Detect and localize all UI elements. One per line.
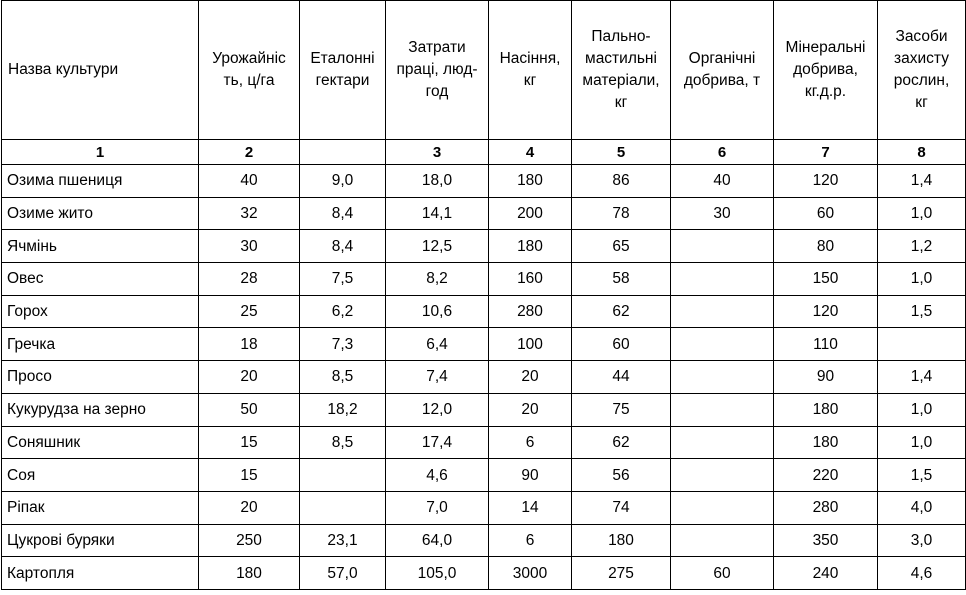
header-line: матеріали,: [582, 72, 660, 89]
cell-plant-protection: [878, 328, 966, 361]
cell-labor: 8,2: [386, 263, 489, 296]
cell-seeds: 200: [489, 197, 572, 230]
cell-yield: 28: [199, 263, 300, 296]
cell-fuel: 44: [572, 361, 671, 394]
cell-organic-fertilizer: 60: [671, 557, 774, 590]
cell-labor: 17,4: [386, 426, 489, 459]
header-line: ть, ц/га: [223, 72, 275, 89]
cell-crop-name: Овес: [2, 263, 199, 296]
table-row: [2, 263, 966, 296]
cell-crop-name: Цукрові буряки: [2, 524, 199, 557]
cell-organic-fertilizer: [671, 328, 774, 361]
cell-fuel: 78: [572, 197, 671, 230]
cell-organic-fertilizer: [671, 295, 774, 328]
header-line: кг.д.р.: [804, 83, 847, 100]
cell-mineral-fertilizer: 150: [774, 263, 878, 296]
cell-seeds: 3000: [489, 557, 572, 590]
column-number-row: [2, 140, 966, 165]
cell-mineral-fertilizer: 350: [774, 524, 878, 557]
column-number: 5: [572, 140, 671, 165]
header-line: кг: [523, 72, 537, 89]
cell-seeds: 160: [489, 263, 572, 296]
cell-plant-protection: 3,0: [878, 524, 966, 557]
cell-standard-hectares: 18,2: [300, 393, 386, 426]
cell-yield: 40: [199, 165, 300, 198]
table-row: [2, 426, 966, 459]
cell-plant-protection: 4,6: [878, 557, 966, 590]
cell-mineral-fertilizer: 120: [774, 295, 878, 328]
header-row: [2, 1, 966, 140]
header-line: добрива, т: [683, 72, 761, 89]
cell-yield: 32: [199, 197, 300, 230]
col-header-standard-hectares: [300, 1, 386, 140]
cell-plant-protection: 1,4: [878, 361, 966, 394]
column-number: 3: [386, 140, 489, 165]
cell-yield: 20: [199, 491, 300, 524]
column-number: 7: [774, 140, 878, 165]
cell-fuel: 75: [572, 393, 671, 426]
cell-plant-protection: 1,2: [878, 230, 966, 263]
cell-crop-name: Соняшник: [2, 426, 199, 459]
header-line: Назва культури: [8, 61, 119, 78]
cell-seeds: 20: [489, 393, 572, 426]
col-header-seeds: [489, 1, 572, 140]
cell-labor: 10,6: [386, 295, 489, 328]
header-line: год: [425, 83, 449, 100]
table-row: [2, 491, 966, 524]
cell-fuel: 65: [572, 230, 671, 263]
cell-organic-fertilizer: [671, 263, 774, 296]
header-line: Урожайніс: [212, 50, 286, 67]
cell-labor: 4,6: [386, 459, 489, 492]
table-row: [2, 557, 966, 590]
col-header-mineral-fertilizer: [774, 1, 878, 140]
column-number: 1: [2, 140, 199, 165]
cell-fuel: 180: [572, 524, 671, 557]
cell-seeds: 280: [489, 295, 572, 328]
cell-labor: 12,5: [386, 230, 489, 263]
cell-plant-protection: 1,0: [878, 263, 966, 296]
column-number: 8: [878, 140, 966, 165]
cell-organic-fertilizer: [671, 426, 774, 459]
cell-mineral-fertilizer: 180: [774, 426, 878, 459]
table-row: [2, 328, 966, 361]
header-line: праці, люд-: [396, 61, 478, 78]
cell-standard-hectares: 23,1: [300, 524, 386, 557]
header-line: Затрати: [408, 39, 466, 56]
column-number: 4: [489, 140, 572, 165]
cell-yield: 250: [199, 524, 300, 557]
cell-mineral-fertilizer: 240: [774, 557, 878, 590]
cell-organic-fertilizer: [671, 361, 774, 394]
header-line: Еталонні: [310, 50, 375, 67]
cell-fuel: 62: [572, 295, 671, 328]
cell-labor: 105,0: [386, 557, 489, 590]
cell-crop-name: Озиме жито: [2, 197, 199, 230]
cell-organic-fertilizer: 30: [671, 197, 774, 230]
cell-mineral-fertilizer: 80: [774, 230, 878, 263]
cell-fuel: 60: [572, 328, 671, 361]
cell-mineral-fertilizer: 220: [774, 459, 878, 492]
cell-seeds: 20: [489, 361, 572, 394]
cell-standard-hectares: [300, 491, 386, 524]
header-line: Мінеральні: [785, 39, 866, 56]
header-line: кг: [614, 94, 628, 111]
cell-organic-fertilizer: [671, 524, 774, 557]
cell-standard-hectares: 7,5: [300, 263, 386, 296]
cell-organic-fertilizer: [671, 230, 774, 263]
header-line: Засоби: [895, 28, 948, 45]
cell-standard-hectares: 7,3: [300, 328, 386, 361]
table-row: [2, 230, 966, 263]
table-row: [2, 361, 966, 394]
table-row: [2, 524, 966, 557]
cell-seeds: 180: [489, 230, 572, 263]
header-line: мастильні: [585, 50, 657, 67]
cell-yield: 50: [199, 393, 300, 426]
cell-standard-hectares: 8,5: [300, 361, 386, 394]
cell-crop-name: Кукурудза на зерно: [2, 393, 199, 426]
cell-mineral-fertilizer: 120: [774, 165, 878, 198]
col-header-organic-fertilizer: [671, 1, 774, 140]
cell-seeds: 90: [489, 459, 572, 492]
cell-mineral-fertilizer: 110: [774, 328, 878, 361]
col-header-labor: [386, 1, 489, 140]
cell-fuel: 74: [572, 491, 671, 524]
cell-seeds: 14: [489, 491, 572, 524]
header-line: добрива,: [793, 61, 858, 78]
cell-organic-fertilizer: [671, 393, 774, 426]
cell-crop-name: Ріпак: [2, 491, 199, 524]
cell-labor: 18,0: [386, 165, 489, 198]
column-number: 2: [199, 140, 300, 165]
cell-standard-hectares: 8,4: [300, 197, 386, 230]
header-line: рослин,: [893, 72, 950, 89]
cell-plant-protection: 4,0: [878, 491, 966, 524]
header-line: Органічні: [688, 50, 756, 67]
cell-standard-hectares: [300, 459, 386, 492]
header-line: гектари: [315, 72, 370, 89]
table-row: [2, 165, 966, 198]
cell-yield: 18: [199, 328, 300, 361]
cell-yield: 30: [199, 230, 300, 263]
cell-labor: 6,4: [386, 328, 489, 361]
header-line: Насіння,: [499, 50, 561, 67]
cell-fuel: 58: [572, 263, 671, 296]
table-row: [2, 197, 966, 230]
cell-fuel: 62: [572, 426, 671, 459]
header-line: Пально-: [591, 28, 651, 45]
cell-fuel: 275: [572, 557, 671, 590]
cell-yield: 180: [199, 557, 300, 590]
cell-labor: 14,1: [386, 197, 489, 230]
cell-standard-hectares: 6,2: [300, 295, 386, 328]
cell-standard-hectares: 8,4: [300, 230, 386, 263]
cell-plant-protection: 1,0: [878, 393, 966, 426]
cell-plant-protection: 1,0: [878, 197, 966, 230]
cell-mineral-fertilizer: 280: [774, 491, 878, 524]
cell-fuel: 86: [572, 165, 671, 198]
cell-organic-fertilizer: [671, 491, 774, 524]
header-line: захисту: [894, 50, 949, 67]
cell-seeds: 180: [489, 165, 572, 198]
crop-resource-table: [1, 0, 966, 590]
cell-seeds: 6: [489, 524, 572, 557]
table-row: [2, 459, 966, 492]
cell-labor: 7,0: [386, 491, 489, 524]
cell-mineral-fertilizer: 60: [774, 197, 878, 230]
table-row: [2, 393, 966, 426]
cell-mineral-fertilizer: 90: [774, 361, 878, 394]
cell-plant-protection: 1,4: [878, 165, 966, 198]
cell-organic-fertilizer: [671, 459, 774, 492]
col-header-crop-name: [2, 1, 199, 140]
cell-crop-name: Просо: [2, 361, 199, 394]
cell-plant-protection: 1,0: [878, 426, 966, 459]
col-header-yield: [199, 1, 300, 140]
cell-plant-protection: 1,5: [878, 295, 966, 328]
cell-crop-name: Горох: [2, 295, 199, 328]
col-header-plant-protection: [878, 1, 966, 140]
col-header-fuel: [572, 1, 671, 140]
cell-seeds: 6: [489, 426, 572, 459]
header-line: кг: [915, 94, 928, 111]
cell-crop-name: Гречка: [2, 328, 199, 361]
cell-crop-name: Ячмінь: [2, 230, 199, 263]
cell-standard-hectares: 57,0: [300, 557, 386, 590]
cell-labor: 64,0: [386, 524, 489, 557]
cell-fuel: 56: [572, 459, 671, 492]
cell-labor: 12,0: [386, 393, 489, 426]
column-number: [300, 140, 386, 165]
cell-organic-fertilizer: 40: [671, 165, 774, 198]
column-number: 6: [671, 140, 774, 165]
cell-crop-name: Картопля: [2, 557, 199, 590]
cell-crop-name: Соя: [2, 459, 199, 492]
cell-labor: 7,4: [386, 361, 489, 394]
cell-standard-hectares: 8,5: [300, 426, 386, 459]
cell-yield: 15: [199, 426, 300, 459]
cell-seeds: 100: [489, 328, 572, 361]
cell-crop-name: Озима пшениця: [2, 165, 199, 198]
cell-mineral-fertilizer: 180: [774, 393, 878, 426]
table-row: [2, 295, 966, 328]
cell-yield: 20: [199, 361, 300, 394]
cell-plant-protection: 1,5: [878, 459, 966, 492]
cell-yield: 15: [199, 459, 300, 492]
cell-standard-hectares: 9,0: [300, 165, 386, 198]
cell-yield: 25: [199, 295, 300, 328]
